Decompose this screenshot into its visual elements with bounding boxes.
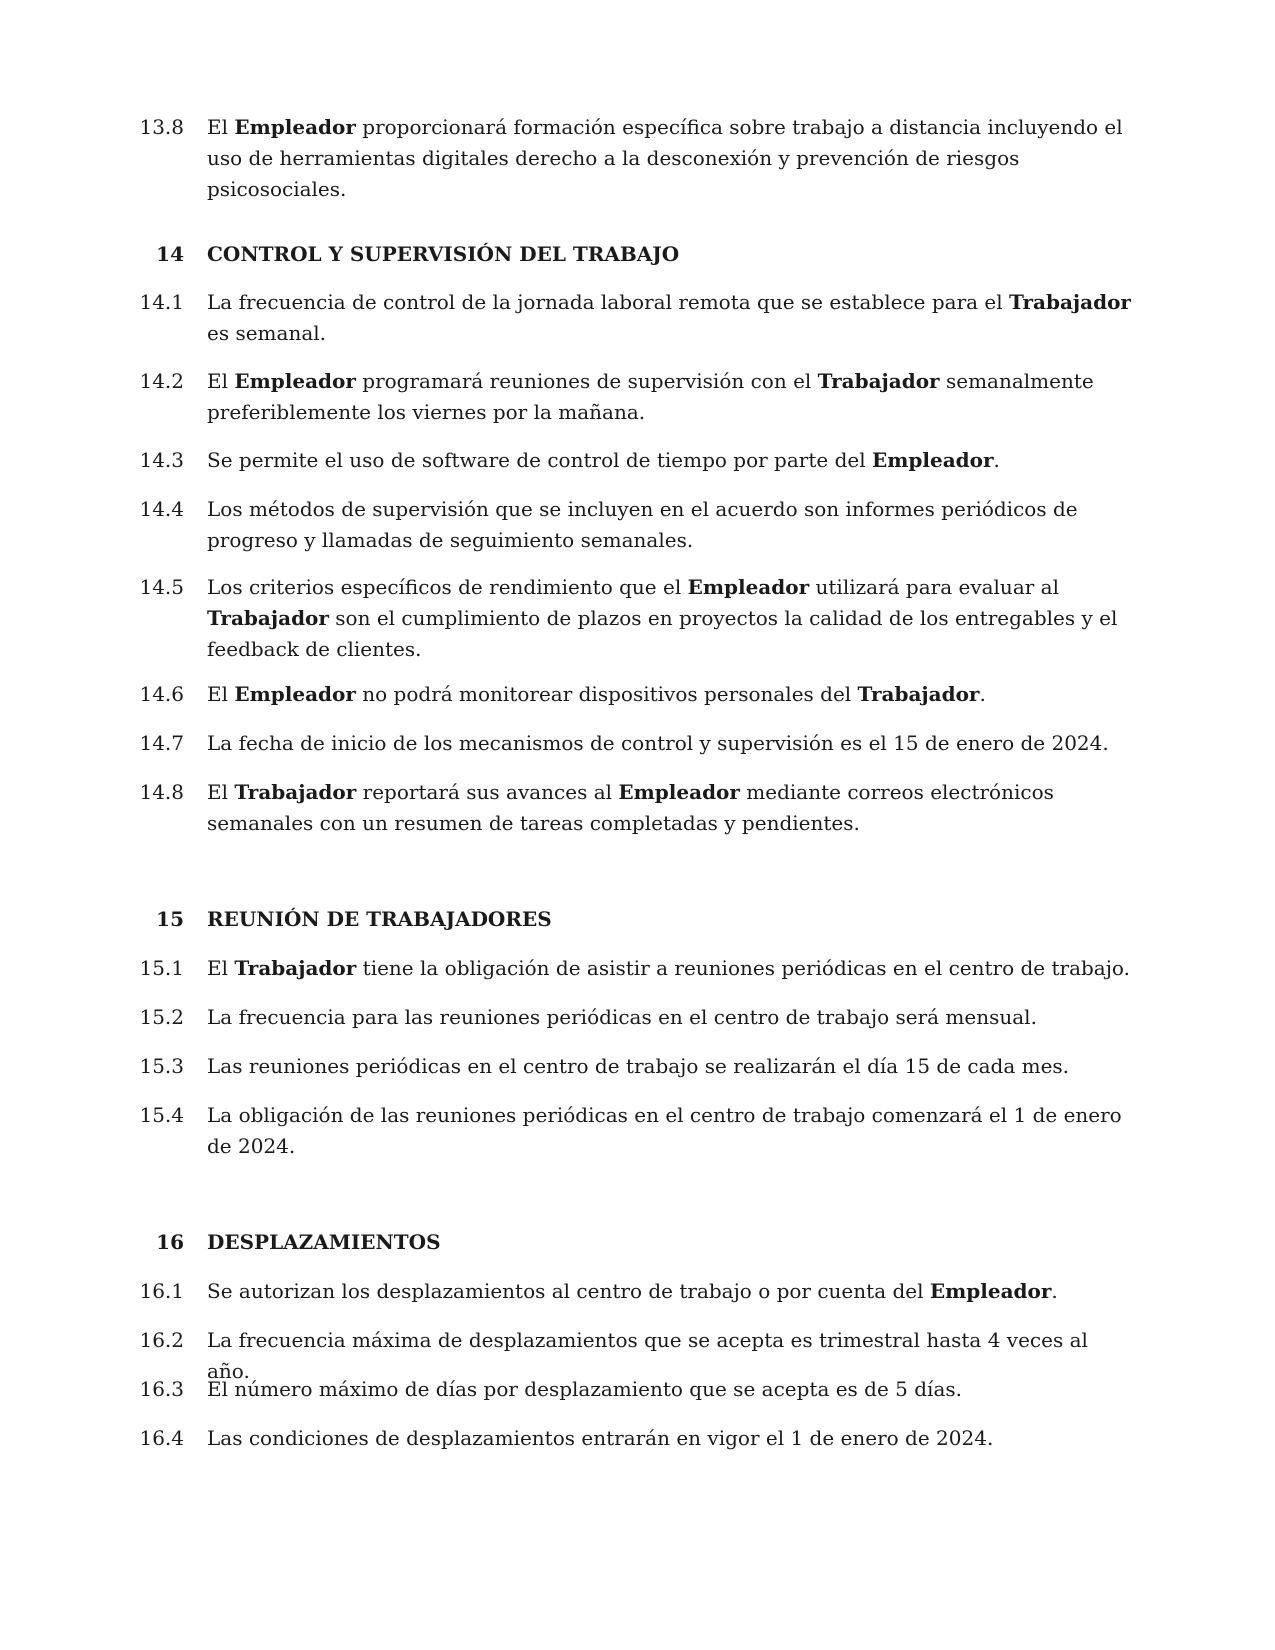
text-run: Los métodos de supervisión que se incluyen en el acuerdo son informes periódicos de progreso y llamadas de seguimiento semanales. — [207, 497, 1078, 552]
party-term: Trabajador — [207, 606, 329, 630]
text-run: La obligación de las reuniones periódicas en el centro de trabajo comenzará el 1 de enero de 2024. — [207, 1103, 1122, 1158]
text-run: mediante correos electrónicos semanales con un resumen de tareas completadas y pendientes. — [207, 780, 1054, 835]
clause-number: 15.4 — [139, 1103, 184, 1127]
party-term: Empleador — [929, 1279, 1052, 1303]
clause-text — [207, 1423, 1135, 1454]
clause-number: 14.8 — [139, 780, 184, 804]
clause-number: 16.1 — [139, 1279, 184, 1303]
text-run: no podrá monitorear dispositivos personales del — [355, 682, 858, 706]
clause-number: 14.4 — [139, 497, 184, 521]
party-term: Trabajador — [857, 682, 980, 706]
clause-number: 16.3 — [139, 1377, 184, 1401]
clause-text — [207, 1374, 1135, 1405]
section-title — [207, 239, 1135, 270]
text-run: La frecuencia máxima de desplazamientos que se acepta es trimestral hasta 4 veces al año. — [207, 1328, 1088, 1383]
clause-number: 16.4 — [139, 1426, 184, 1450]
clause-text — [207, 287, 1135, 349]
text-run: programará reuniones de supervisión con el — [355, 369, 818, 393]
text-run: La fecha de inicio de los mecanismos de control y supervisión es el 15 de enero de 2024. — [207, 731, 1109, 755]
clause-text — [207, 1276, 1135, 1307]
party-term: Trabajador — [234, 956, 357, 980]
text-run: . — [979, 682, 986, 706]
clause-text — [207, 1051, 1135, 1082]
text-run: Las reuniones periódicas en el centro de trabajo se realizarán el día 15 de cada mes. — [207, 1054, 1070, 1078]
clause-number: 14.2 — [139, 369, 184, 393]
text-run: son el cumplimiento de plazos en proyectos la calidad de los entregables y el feedback de clientes. — [207, 606, 1118, 661]
party-term: Trabajador — [234, 780, 357, 804]
text-run: El — [207, 956, 235, 980]
clause-number: 14.7 — [139, 731, 184, 755]
text-run: Se permite el uso de software de control de tiempo por parte del — [207, 448, 872, 472]
text-run: El — [207, 780, 235, 804]
text-run: Las condiciones de desplazamientos entrarán en vigor el 1 de enero de 2024. — [207, 1426, 994, 1450]
section-number: 16 — [156, 1230, 184, 1254]
party-term: Trabajador — [817, 369, 940, 393]
clause-text — [207, 572, 1135, 665]
clause-number: 15.3 — [139, 1054, 184, 1078]
clause-text — [207, 679, 1135, 710]
text-run: El — [207, 682, 235, 706]
clause-text — [207, 494, 1135, 556]
party-term: Empleador — [234, 115, 356, 139]
party-term: Empleador — [234, 369, 356, 393]
text-run: utilizará para evaluar al — [809, 575, 1059, 599]
text-run: La frecuencia para las reuniones periódicas en el centro de trabajo será mensual. — [207, 1005, 1037, 1029]
clause-number: 13.8 — [139, 115, 184, 139]
party-term: Trabajador — [1009, 290, 1131, 314]
clause-number: 14.6 — [139, 682, 184, 706]
clause-text — [207, 777, 1135, 839]
clause-number: 14.3 — [139, 448, 184, 472]
clause-number: 16.2 — [139, 1328, 184, 1352]
section-number: 15 — [156, 907, 184, 931]
clause-number: 14.1 — [139, 290, 184, 314]
text-run: REUNIÓN DE TRABAJADORES — [207, 907, 552, 931]
section-title — [207, 1227, 1135, 1258]
section-title — [207, 904, 1135, 935]
party-term: Empleador — [234, 682, 356, 706]
text-run: proporcionará formación específica sobre trabajo a distancia incluyendo el uso de herramientas digitales derecho a la desconexión y prevención de riesgos psicosociales. — [207, 115, 1123, 201]
clause-number: 15.1 — [139, 956, 184, 980]
text-run: . — [1051, 1279, 1058, 1303]
clause-text — [207, 1100, 1135, 1162]
text-run: CONTROL Y SUPERVISIÓN DEL TRABAJO — [207, 242, 680, 266]
party-term: Empleador — [618, 780, 740, 804]
text-run: Se autorizan los desplazamientos al centro de trabajo o por cuenta del — [207, 1279, 930, 1303]
text-run: Los criterios específicos de rendimiento que el — [207, 575, 688, 599]
party-term: Empleador — [687, 575, 810, 599]
text-run: La frecuencia de control de la jornada laboral remota que se establece para el — [207, 290, 1010, 314]
clause-text — [207, 728, 1135, 759]
text-run: El — [207, 115, 235, 139]
text-run: reportará sus avances al — [356, 780, 619, 804]
clause-text — [207, 366, 1135, 428]
text-run: semanalmente preferiblemente los viernes por la mañana. — [207, 369, 1094, 424]
text-run: El — [207, 369, 235, 393]
clause-text — [207, 953, 1135, 984]
section-number: 14 — [156, 242, 184, 266]
text-run: El número máximo de días por desplazamiento que se acepta es de 5 días. — [207, 1377, 962, 1401]
party-term: Empleador — [871, 448, 994, 472]
text-run: tiene la obligación de asistir a reuniones periódicas en el centro de trabajo. — [356, 956, 1130, 980]
clause-text — [207, 112, 1135, 205]
text-run: . — [993, 448, 1000, 472]
clause-text — [207, 1002, 1135, 1033]
text-run: es semanal. — [207, 321, 327, 345]
text-run: DESPLAZAMIENTOS — [207, 1230, 441, 1254]
clause-number: 14.5 — [139, 575, 184, 599]
clause-text — [207, 445, 1135, 476]
clause-number: 15.2 — [139, 1005, 184, 1029]
